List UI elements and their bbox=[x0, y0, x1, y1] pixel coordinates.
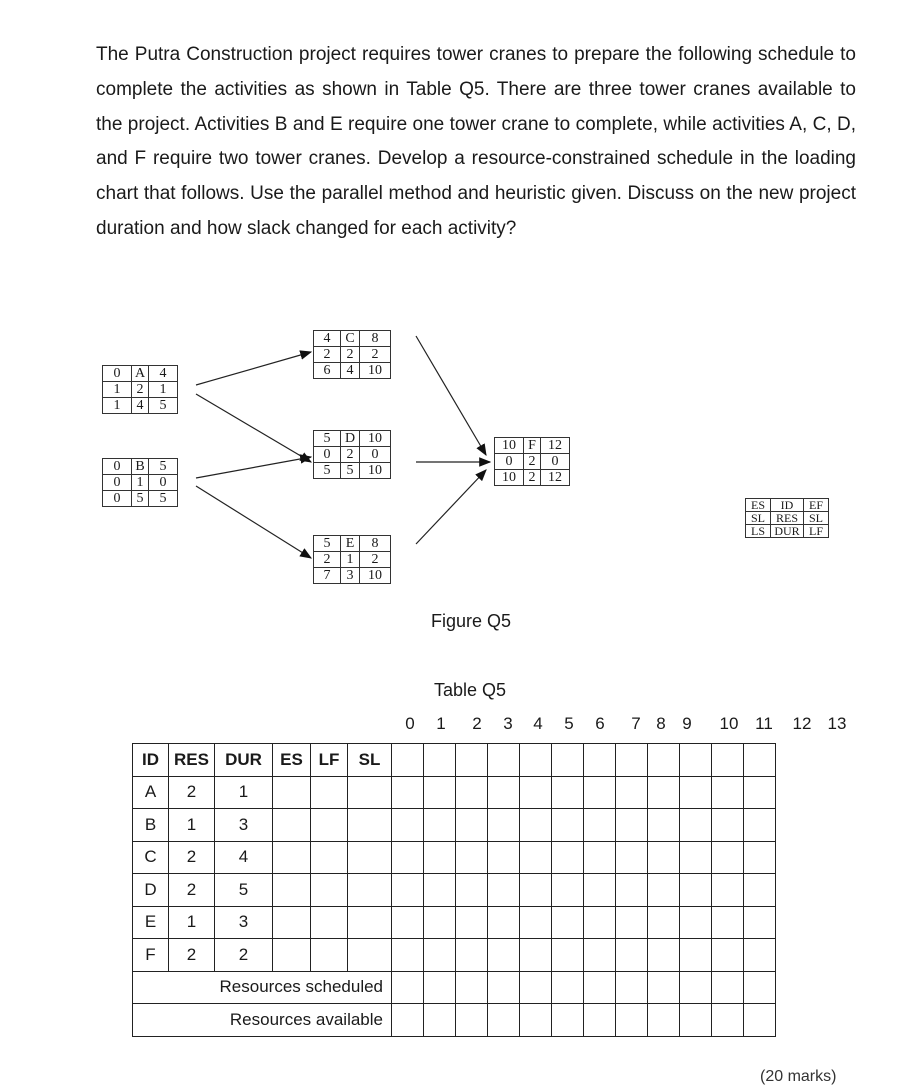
time-cell bbox=[712, 809, 744, 842]
time-cell bbox=[552, 971, 584, 1004]
node-e-lf: 10 bbox=[360, 568, 391, 584]
row-lf bbox=[311, 809, 348, 842]
node-b-id: B bbox=[132, 459, 149, 475]
node-b-res: 1 bbox=[132, 475, 149, 491]
row-sl bbox=[348, 906, 392, 939]
time-cell bbox=[456, 744, 488, 777]
time-label: 1 bbox=[436, 714, 446, 733]
resources-available-label: Resources available bbox=[133, 1004, 392, 1037]
time-cell bbox=[520, 776, 552, 809]
row-sl bbox=[348, 841, 392, 874]
node-c-sl-left: 2 bbox=[314, 347, 341, 363]
time-label: 5 bbox=[564, 714, 574, 733]
node-a-ef: 4 bbox=[149, 366, 178, 382]
legend-sl-right: SL bbox=[804, 512, 829, 525]
time-cell bbox=[648, 906, 680, 939]
legend-res: RES bbox=[771, 512, 804, 525]
node-a-res: 2 bbox=[132, 382, 149, 398]
time-label: 6 bbox=[595, 714, 605, 733]
row-lf bbox=[311, 906, 348, 939]
time-cell bbox=[392, 776, 424, 809]
node-f-sl-left: 0 bbox=[495, 454, 524, 470]
row-sl bbox=[348, 809, 392, 842]
resources-available-row bbox=[133, 1004, 776, 1037]
time-cell bbox=[712, 744, 744, 777]
time-cell bbox=[456, 874, 488, 907]
time-cell bbox=[584, 939, 616, 972]
time-cell bbox=[648, 744, 680, 777]
node-b-dur: 5 bbox=[132, 491, 149, 507]
row-es bbox=[273, 809, 311, 842]
time-cell bbox=[488, 939, 520, 972]
row-lf bbox=[311, 841, 348, 874]
time-cell bbox=[648, 1004, 680, 1037]
node-b-lf: 5 bbox=[149, 491, 178, 507]
row-res: 1 bbox=[169, 906, 215, 939]
time-label: 11 bbox=[755, 714, 773, 733]
marks-label: (20 marks) bbox=[760, 1068, 837, 1085]
time-cell bbox=[712, 874, 744, 907]
node-d-ef: 10 bbox=[360, 431, 391, 447]
legend-dur: DUR bbox=[771, 525, 804, 538]
time-cell bbox=[392, 1004, 424, 1037]
node-legend bbox=[745, 498, 829, 538]
time-cell bbox=[648, 776, 680, 809]
row-dur: 3 bbox=[215, 809, 273, 842]
time-cell bbox=[680, 1004, 712, 1037]
time-cell bbox=[584, 1004, 616, 1037]
time-cell bbox=[424, 906, 456, 939]
time-cell bbox=[424, 971, 456, 1004]
table-row bbox=[133, 809, 776, 842]
time-cell bbox=[712, 841, 744, 874]
node-e-es: 5 bbox=[314, 536, 341, 552]
time-cell bbox=[584, 874, 616, 907]
figure-caption: Figure Q5 bbox=[431, 611, 512, 631]
time-cell bbox=[456, 971, 488, 1004]
time-cell bbox=[584, 744, 616, 777]
row-lf bbox=[311, 776, 348, 809]
time-cell bbox=[648, 971, 680, 1004]
table-row bbox=[133, 906, 776, 939]
time-cell bbox=[648, 841, 680, 874]
time-cell bbox=[424, 939, 456, 972]
time-cell bbox=[488, 906, 520, 939]
row-sl bbox=[348, 874, 392, 907]
node-c-res: 2 bbox=[341, 347, 360, 363]
time-cell bbox=[392, 874, 424, 907]
table-header-row bbox=[133, 744, 776, 777]
time-cell bbox=[424, 776, 456, 809]
node-a-sl-left: 1 bbox=[103, 382, 132, 398]
time-cell bbox=[680, 841, 712, 874]
node-e-sl-right: 2 bbox=[360, 552, 391, 568]
time-label: 9 bbox=[682, 714, 692, 733]
time-cell bbox=[680, 874, 712, 907]
time-label: 7 bbox=[631, 714, 641, 733]
time-cell bbox=[488, 776, 520, 809]
loading-chart-table bbox=[132, 743, 776, 1037]
node-c-lf: 10 bbox=[360, 363, 391, 379]
time-cell bbox=[392, 841, 424, 874]
time-cell bbox=[616, 874, 648, 907]
node-f bbox=[494, 437, 570, 486]
time-cell bbox=[744, 841, 776, 874]
node-c bbox=[313, 330, 391, 379]
row-sl bbox=[348, 939, 392, 972]
node-d-lf: 10 bbox=[360, 463, 391, 479]
time-cell bbox=[616, 971, 648, 1004]
node-a-es: 0 bbox=[103, 366, 132, 382]
node-a bbox=[102, 365, 178, 414]
time-cell bbox=[584, 809, 616, 842]
time-cell bbox=[424, 874, 456, 907]
node-d-res: 2 bbox=[341, 447, 360, 463]
node-e-res: 1 bbox=[341, 552, 360, 568]
node-d-id: D bbox=[341, 431, 360, 447]
time-cell bbox=[456, 939, 488, 972]
time-label: 10 bbox=[719, 714, 739, 733]
node-c-dur: 4 bbox=[341, 363, 360, 379]
time-cell bbox=[584, 841, 616, 874]
time-cell bbox=[424, 744, 456, 777]
legend-lf: LF bbox=[804, 525, 829, 538]
node-c-id: C bbox=[341, 331, 360, 347]
resources-scheduled-label: Resources scheduled bbox=[133, 971, 392, 1004]
time-cell bbox=[456, 1004, 488, 1037]
legend-sl-left: SL bbox=[746, 512, 771, 525]
table-row bbox=[133, 874, 776, 907]
time-cell bbox=[520, 744, 552, 777]
time-cell bbox=[584, 971, 616, 1004]
header-dur: DUR bbox=[215, 744, 273, 777]
resources-scheduled-row bbox=[133, 971, 776, 1004]
legend-id: ID bbox=[771, 499, 804, 512]
time-cell bbox=[456, 809, 488, 842]
arrow-a-c bbox=[196, 352, 311, 385]
time-cell bbox=[424, 1004, 456, 1037]
node-c-es: 4 bbox=[314, 331, 341, 347]
node-e-dur: 3 bbox=[341, 568, 360, 584]
node-e-id: E bbox=[341, 536, 360, 552]
time-cell bbox=[488, 744, 520, 777]
time-cell bbox=[456, 906, 488, 939]
time-label: 2 bbox=[472, 714, 482, 733]
time-cell bbox=[680, 776, 712, 809]
table-row bbox=[133, 776, 776, 809]
node-f-sl-right: 0 bbox=[541, 454, 570, 470]
time-cell bbox=[712, 971, 744, 1004]
time-label: 0 bbox=[405, 714, 415, 733]
time-label: 3 bbox=[503, 714, 513, 733]
node-d-ls: 5 bbox=[314, 463, 341, 479]
time-cell bbox=[392, 939, 424, 972]
node-e-sl-left: 2 bbox=[314, 552, 341, 568]
time-cell bbox=[392, 971, 424, 1004]
time-cell bbox=[552, 809, 584, 842]
node-d-sl-left: 0 bbox=[314, 447, 341, 463]
node-c-ls: 6 bbox=[314, 363, 341, 379]
time-cell bbox=[712, 776, 744, 809]
time-label: 12 bbox=[792, 714, 812, 733]
table-row bbox=[133, 841, 776, 874]
row-dur: 1 bbox=[215, 776, 273, 809]
time-cell bbox=[520, 939, 552, 972]
time-cell bbox=[616, 809, 648, 842]
node-b-ef: 5 bbox=[149, 459, 178, 475]
node-a-lf: 5 bbox=[149, 398, 178, 414]
node-f-dur: 2 bbox=[524, 470, 541, 486]
time-cell bbox=[488, 1004, 520, 1037]
header-res: RES bbox=[169, 744, 215, 777]
time-cell bbox=[648, 809, 680, 842]
time-cell bbox=[744, 939, 776, 972]
time-cell bbox=[680, 906, 712, 939]
time-cell bbox=[520, 906, 552, 939]
time-cell bbox=[744, 874, 776, 907]
node-a-id: A bbox=[132, 366, 149, 382]
time-cell bbox=[680, 809, 712, 842]
arrow-a-d bbox=[196, 394, 311, 462]
node-b bbox=[102, 458, 178, 507]
legend-es: ES bbox=[746, 499, 771, 512]
time-cell bbox=[744, 744, 776, 777]
node-f-es: 10 bbox=[495, 438, 524, 454]
row-es bbox=[273, 841, 311, 874]
time-cell bbox=[552, 744, 584, 777]
time-cell bbox=[712, 939, 744, 972]
time-cell bbox=[744, 906, 776, 939]
time-cell bbox=[616, 744, 648, 777]
time-cell bbox=[552, 841, 584, 874]
table-caption: Table Q5 bbox=[434, 680, 507, 700]
row-es bbox=[273, 874, 311, 907]
time-cell bbox=[488, 809, 520, 842]
row-id: D bbox=[133, 874, 169, 907]
row-dur: 4 bbox=[215, 841, 273, 874]
node-f-ef: 12 bbox=[541, 438, 570, 454]
arrow-b-e bbox=[196, 486, 311, 558]
time-cell bbox=[616, 939, 648, 972]
time-cell bbox=[392, 906, 424, 939]
time-label: 4 bbox=[533, 714, 543, 733]
time-label: 8 bbox=[656, 714, 666, 733]
time-cell bbox=[680, 939, 712, 972]
time-cell bbox=[520, 971, 552, 1004]
arrow-e-f bbox=[416, 470, 486, 544]
node-d bbox=[313, 430, 391, 479]
time-cell bbox=[552, 776, 584, 809]
table-row bbox=[133, 939, 776, 972]
header-sl: SL bbox=[348, 744, 392, 777]
time-cell bbox=[680, 971, 712, 1004]
row-dur: 5 bbox=[215, 874, 273, 907]
time-cell bbox=[520, 841, 552, 874]
header-lf: LF bbox=[311, 744, 348, 777]
time-cell bbox=[744, 1004, 776, 1037]
node-d-sl-right: 0 bbox=[360, 447, 391, 463]
time-cell bbox=[392, 744, 424, 777]
node-f-lf: 12 bbox=[541, 470, 570, 486]
node-f-res: 2 bbox=[524, 454, 541, 470]
time-cell bbox=[584, 776, 616, 809]
row-res: 2 bbox=[169, 776, 215, 809]
row-id: A bbox=[133, 776, 169, 809]
time-cell bbox=[520, 809, 552, 842]
row-res: 2 bbox=[169, 874, 215, 907]
node-e-ls: 7 bbox=[314, 568, 341, 584]
row-lf bbox=[311, 874, 348, 907]
time-cell bbox=[744, 971, 776, 1004]
time-cell bbox=[616, 906, 648, 939]
node-a-ls: 1 bbox=[103, 398, 132, 414]
row-dur: 2 bbox=[215, 939, 273, 972]
time-cell bbox=[456, 841, 488, 874]
time-cell bbox=[616, 776, 648, 809]
arrow-c-f bbox=[416, 336, 486, 455]
node-c-sl-right: 2 bbox=[360, 347, 391, 363]
row-res: 1 bbox=[169, 809, 215, 842]
row-es bbox=[273, 776, 311, 809]
time-cell bbox=[488, 971, 520, 1004]
time-cell bbox=[424, 841, 456, 874]
row-es bbox=[273, 939, 311, 972]
time-cell bbox=[712, 1004, 744, 1037]
row-sl bbox=[348, 776, 392, 809]
row-dur: 3 bbox=[215, 906, 273, 939]
legend-ls: LS bbox=[746, 525, 771, 538]
row-res: 2 bbox=[169, 939, 215, 972]
node-b-ls: 0 bbox=[103, 491, 132, 507]
node-e bbox=[313, 535, 391, 584]
row-id: C bbox=[133, 841, 169, 874]
node-a-dur: 4 bbox=[132, 398, 149, 414]
time-cell bbox=[456, 776, 488, 809]
node-d-dur: 5 bbox=[341, 463, 360, 479]
time-cell bbox=[648, 874, 680, 907]
time-cell bbox=[744, 776, 776, 809]
time-cell bbox=[712, 906, 744, 939]
time-cell bbox=[488, 874, 520, 907]
node-f-ls: 10 bbox=[495, 470, 524, 486]
time-cell bbox=[424, 809, 456, 842]
row-lf bbox=[311, 939, 348, 972]
time-cell bbox=[552, 906, 584, 939]
row-id: E bbox=[133, 906, 169, 939]
time-cell bbox=[616, 841, 648, 874]
node-f-id: F bbox=[524, 438, 541, 454]
time-cell bbox=[584, 906, 616, 939]
question-text: The Putra Construction project requires tower cranes to prepare the following schedule to complete the activities as shown in Table Q5. There are three tower cranes available to the project. Activities B and E require one tower crane to complete, while activities A, C, D, and F require two tower cranes. Develop a resource-constrained schedule in the loading chart that follows. Use the parallel method and heuristic given. Discuss on the new project duration and how slack changed for each activity? bbox=[96, 44, 856, 239]
node-d-es: 5 bbox=[314, 431, 341, 447]
time-cell bbox=[680, 744, 712, 777]
row-res: 2 bbox=[169, 841, 215, 874]
row-id: B bbox=[133, 809, 169, 842]
arrow-b-d bbox=[196, 457, 311, 478]
row-es bbox=[273, 906, 311, 939]
time-cell bbox=[744, 809, 776, 842]
time-cell bbox=[648, 939, 680, 972]
time-cell bbox=[520, 874, 552, 907]
time-cell bbox=[552, 874, 584, 907]
node-b-sl-right: 0 bbox=[149, 475, 178, 491]
time-cell bbox=[488, 841, 520, 874]
legend-ef: EF bbox=[804, 499, 829, 512]
node-e-ef: 8 bbox=[360, 536, 391, 552]
time-cell bbox=[392, 809, 424, 842]
row-id: F bbox=[133, 939, 169, 972]
node-b-sl-left: 0 bbox=[103, 475, 132, 491]
time-label: 13 bbox=[827, 714, 847, 733]
node-a-sl-right: 1 bbox=[149, 382, 178, 398]
node-b-es: 0 bbox=[103, 459, 132, 475]
time-cell bbox=[616, 1004, 648, 1037]
time-cell bbox=[520, 1004, 552, 1037]
header-id: ID bbox=[133, 744, 169, 777]
node-c-ef: 8 bbox=[360, 331, 391, 347]
time-cell bbox=[552, 939, 584, 972]
time-cell bbox=[552, 1004, 584, 1037]
header-es: ES bbox=[273, 744, 311, 777]
